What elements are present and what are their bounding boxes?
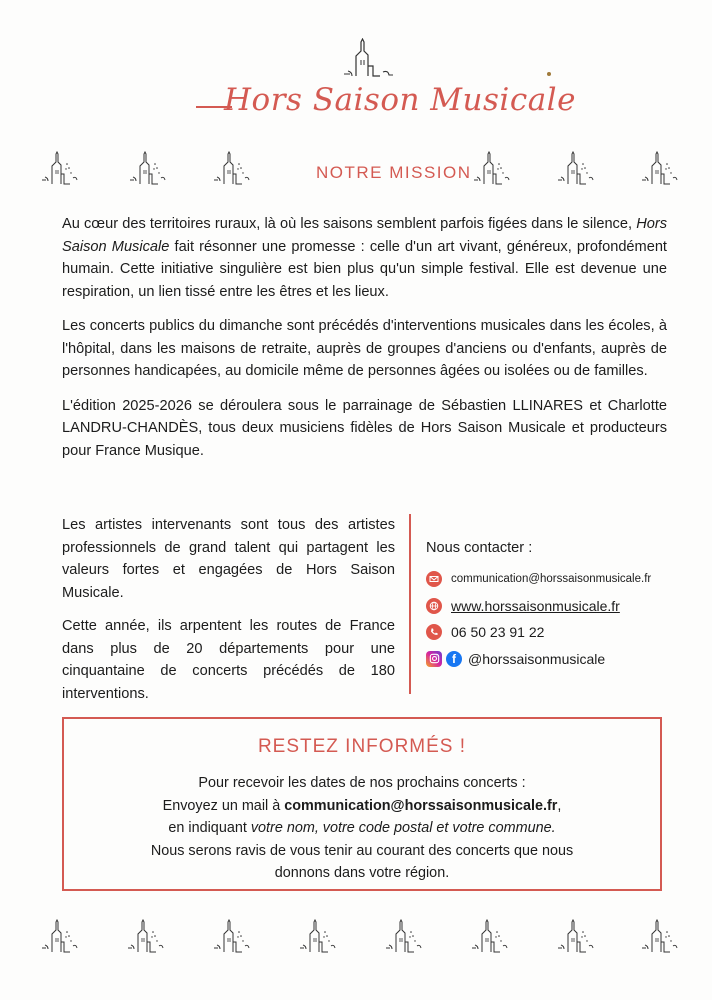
church-icon — [40, 918, 80, 958]
contact-social-row[interactable] — [426, 648, 696, 670]
logo-church-icon — [336, 38, 398, 86]
decorative-dot — [547, 72, 551, 76]
info-line-4: Nous serons ravis de vous tenir au courant des concerts que nous donnons dans votre région. — [150, 842, 574, 881]
church-icon — [556, 918, 596, 958]
contact-phone-row[interactable] — [426, 621, 696, 643]
info-line-2 — [64, 795, 660, 818]
brand-title-text: Hors Saison Musicale — [224, 82, 576, 118]
artists-paragraph-1: Les artistes intervenants sont tous des artistes professionnels de grand talent qui partagent les valeurs fortes et engagées de Hors Saison Musicale. — [62, 517, 395, 601]
vertical-divider — [409, 514, 411, 694]
contact-email-row[interactable] — [426, 568, 696, 590]
contact-website-link[interactable]: www.horssaisonmusicale.fr — [451, 597, 620, 614]
church-icon — [40, 150, 80, 190]
church-icon — [640, 918, 680, 958]
artists-paragraph-2: Cette année, ils arpentent les routes de France dans plus de 20 départements pour une cinquantaine de concerts précédés de 180 interventions. — [62, 618, 395, 702]
mission-text — [62, 213, 667, 474]
info-line-3-italic: votre nom, votre code postal et votre commune. — [250, 820, 556, 836]
intro-paragraph-3: L'édition 2025-2026 se déroulera sous le parrainage de Sébastien LLINARES et Charlotte LANDRU-CHANDÈS, tous deux musiciens fidèles de Hors Saison Musicale et producteurs pour France Musique. — [62, 397, 667, 459]
contact-email[interactable]: communication@horssaisonmusicale.fr — [451, 573, 652, 585]
church-icon — [212, 918, 252, 958]
church-icon — [640, 150, 680, 190]
church-icon — [212, 150, 252, 190]
contact-phone[interactable]: 06 50 23 91 22 — [451, 624, 545, 640]
intro-p1-text: Au cœur des territoires ruraux, là où les saisons semblent parfois figées dans le silence, — [62, 216, 637, 232]
info-email[interactable]: communication@horssaisonmusicale.fr — [284, 797, 558, 814]
contact-block — [426, 540, 696, 674]
contact-website-row[interactable] — [426, 595, 696, 617]
church-icon — [128, 150, 168, 190]
envelope-icon — [426, 571, 442, 587]
church-icon — [472, 150, 512, 190]
intro-paragraph-2: Les concerts publics du dimanche sont précédés d'interventions musicales dans les écoles, à l'hôpital, dans les maisons de retraite, auprès de groupes d'anciens ou d'enfants, auprès de personnes handicapées, au domicile même de personnes âgées ou isolées ou de familles. — [62, 318, 667, 379]
church-icon — [298, 918, 338, 958]
brand-title — [196, 80, 576, 130]
intro-paragraph-1 — [62, 213, 667, 303]
footer-church-row — [40, 918, 680, 962]
info-line-3-prefix: en indiquant — [168, 820, 251, 836]
church-icon — [384, 918, 424, 958]
intro-p1-text-end: fait résonner une promesse : celle d'un art vivant, généreux, profondément humain. Cette initiative singulière est bien plus qu'un simple festival. Elle est devenue une respiration, un lien tissé entre les êtres et les lieux. — [62, 238, 667, 300]
globe-icon — [426, 598, 442, 614]
church-icon — [470, 918, 510, 958]
mission-header-row — [40, 150, 680, 194]
info-line-1: Pour recevoir les dates de nos prochains concerts : — [198, 775, 526, 791]
info-line-2-prefix: Envoyez un mail à — [162, 797, 285, 814]
info-line-2-suffix: , — [557, 797, 562, 814]
phone-icon — [426, 624, 442, 640]
intro-p1-italic: Hors Saison Musicale — [62, 216, 667, 255]
stay-informed-box — [62, 717, 662, 891]
section-title-mission: NOTRE MISSION — [316, 163, 472, 182]
contact-title: Nous contacter : — [426, 540, 533, 556]
instagram-icon[interactable] — [426, 651, 442, 667]
church-icon — [126, 918, 166, 958]
church-icon — [556, 150, 596, 190]
contact-social-handle[interactable]: @horssaisonmusicale — [468, 650, 606, 667]
stay-informed-text — [64, 772, 660, 885]
stay-informed-title: RESTEZ INFORMÉS ! — [257, 736, 467, 757]
artists-text — [62, 514, 395, 716]
facebook-icon[interactable]: f — [446, 651, 462, 667]
info-line-3 — [64, 817, 660, 840]
